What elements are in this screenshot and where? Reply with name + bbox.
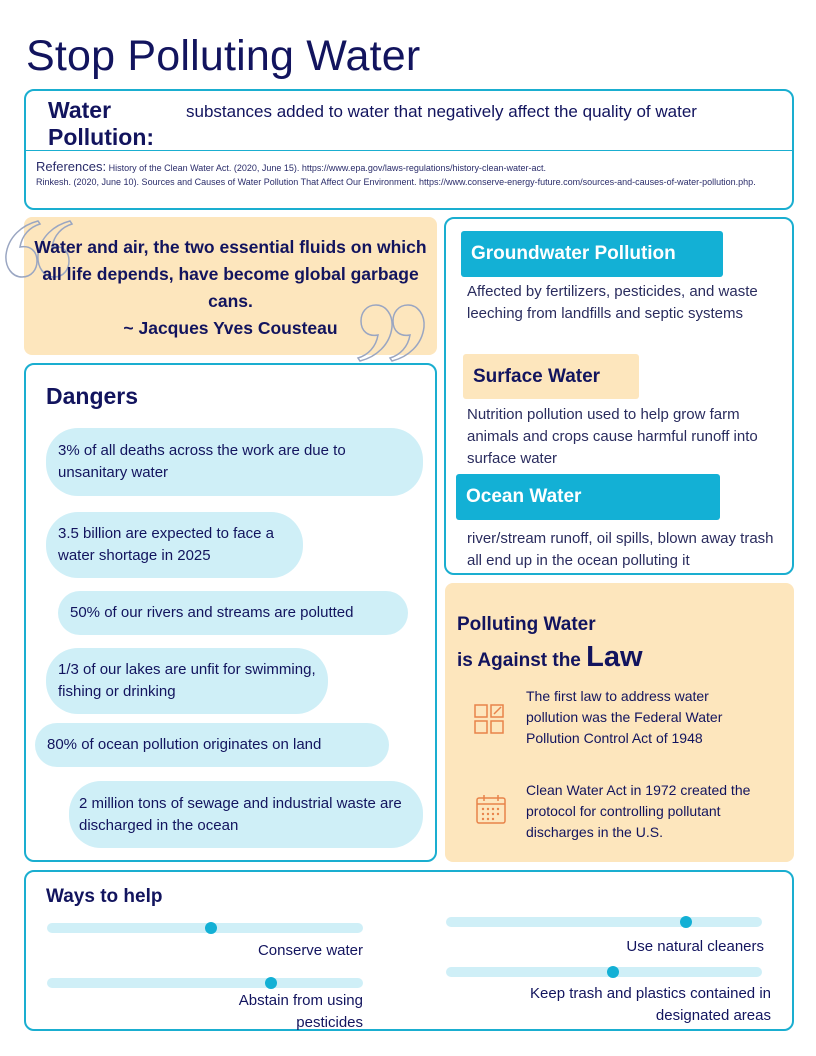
law-card xyxy=(445,583,794,862)
pollution-types-card xyxy=(444,217,794,575)
law-heading-line2: is Against the xyxy=(457,650,581,671)
dangers-heading: Dangers xyxy=(46,383,139,409)
calendar-icon xyxy=(475,793,507,825)
help-track xyxy=(446,917,762,927)
help-item-label: Conserve water xyxy=(257,942,363,959)
law-heading-line1: Polluting Water xyxy=(457,614,596,635)
type-title-groundwater: Groundwater Pollution xyxy=(461,231,723,277)
help-level-marker xyxy=(205,922,217,934)
type-title-surface: Surface Water xyxy=(463,354,639,399)
danger-item: 3% of all deaths across the work are due to unsanitary water xyxy=(46,428,423,496)
dangers-card xyxy=(24,363,437,862)
law-item-text: The first law to address water pollution was the Federal Water Pollution Control Act of 1948 xyxy=(526,688,723,746)
law-heading xyxy=(457,609,643,677)
law-heading-big: Law xyxy=(586,641,643,673)
reference-entry: Rinkesh. (2020, June 10). Sources and Causes of Water Pollution That Affect Our Environment. https://www.conserve-energy-future.com/sources-and-causes-of-water-pollution.php. xyxy=(36,177,756,187)
type-description-surface: Nutrition pollution used to help grow farm animals and crops cause harmful runoff into surface water xyxy=(467,406,758,467)
danger-item: 1/3 of our lakes are unfit for swimming, fishing or drinking xyxy=(46,648,328,714)
danger-item: 80% of ocean pollution originates on land xyxy=(35,723,389,767)
help-item-label: Abstain from using pesticides xyxy=(238,992,363,1031)
help-level-marker xyxy=(265,977,277,989)
law-item-text: Clean Water Act in 1972 created the protocol for controlling pollutant discharges in the U.S. xyxy=(526,782,751,840)
help-track xyxy=(47,923,363,933)
reference-entry: History of the Clean Water Act. (2020, June 15). https://www.epa.gov/laws-regulations/history-clean-water-act. xyxy=(108,163,546,173)
type-description-groundwater: Affected by fertilizers, pesticides, and waste leeching from landfills and septic systems xyxy=(467,283,758,322)
type-title-ocean: Ocean Water xyxy=(456,474,720,520)
references-label: References: xyxy=(36,159,107,174)
quote-author: ~ Jacques Yves Cousteau xyxy=(123,318,338,338)
help-track xyxy=(47,978,363,988)
definition-divider xyxy=(26,150,792,151)
quote-box xyxy=(24,217,437,355)
danger-item: 50% of our rivers and streams are polutted xyxy=(58,591,408,635)
type-description-ocean: river/stream runoff, oil spills, blown away trash all end up in the ocean polluting it xyxy=(467,530,774,569)
page-title: Stop Polluting Water xyxy=(26,32,421,80)
help-card xyxy=(24,870,794,1031)
help-track xyxy=(446,967,762,977)
help-level-marker xyxy=(680,916,692,928)
help-heading: Ways to help xyxy=(46,886,163,907)
quote xyxy=(24,234,437,342)
help-item-label: Use natural cleaners xyxy=(626,938,764,955)
references xyxy=(36,160,784,189)
definition-term: Water Pollution: xyxy=(48,97,155,150)
grid-icon xyxy=(473,703,505,735)
danger-item: 2 million tons of sewage and industrial waste are discharged in the ocean xyxy=(69,781,423,848)
quote-text: Water and air, the two essential fluids on which all life depends, have become global garbage cans. xyxy=(34,237,427,311)
help-item-label: Keep trash and plastics contained in designated areas xyxy=(530,985,771,1024)
definition-text: substances added to water that negatively affect the quality of water xyxy=(186,102,697,121)
danger-item: 3.5 billion are expected to face a water shortage in 2025 xyxy=(46,512,303,578)
help-level-marker xyxy=(607,966,619,978)
definition-card xyxy=(24,89,794,210)
